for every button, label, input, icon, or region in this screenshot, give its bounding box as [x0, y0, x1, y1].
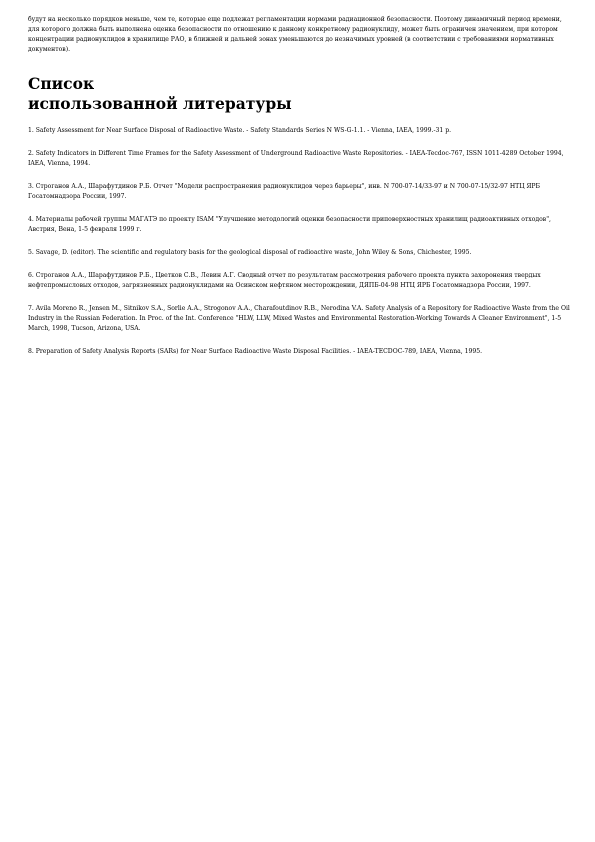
reference-item: 3. Строганов А.А., Шарафутдинов Р.Б. Отчет "Модели распространения радионуклидов через барьеры", инв. N 700-07-14/33-97 и N 700-07-15/32-97 НТЦ ЯРБ Госатомнадзора России, 1997.: [28, 183, 540, 200]
reference-item: 4. Материалы рабочей группы МАГАТЭ по проекту ISAM "Улучшение методологий оценки безопасности приповерхностных хранилищ радиоактивных отходов", Австрия, Вена, 1-5 февраля 1999 г.: [28, 216, 551, 233]
reference-item: 6. Строганов А.А., Шарафутдинов Р.Б., Цветков С.В., Левин А.Г. Сводный отчет по результатам рассмотрения рабочего проекта пункта захоронения твердых нефтепромысловых отходов, загрязненных радионуклидами на Осинском нефтяном месторождении, ДЯПБ-04-98 НТЦ ЯРБ Госатомнадзора России, 1997.: [28, 272, 541, 289]
reference-item: 8. Preparation of Safety Analysis Reports (SARs) for Near Surface Radioactive Waste Disposal Facilities. - IAEA-TECDOC-789, IAEA, Vienna, 1995.: [28, 348, 483, 355]
reference-item: 1. Safety Assessment for Near Surface Disposal of Radioactive Waste. - Safety Standards Series N WS-G-1.1. - Vienna, IAEA, 1999.-31 p.: [28, 127, 452, 134]
page-title: [28, 74, 568, 114]
reference-item: 2. Safety Indicators in Different Time Frames for the Safety Assessment of Underground Radioactive Waste Repositories. - IAEA-Tecdoc-767, ISSN 1011-4289 October 1994, IAEA, Vienna, 1994.: [28, 150, 564, 167]
reference-item: 5. Savage, D. (editor). The scientific and regulatory basis for the geological disposal of radioactive waste, John Wiley & Sons, Chichester, 1995.: [28, 249, 472, 256]
page-title-line-1: Список: [28, 74, 95, 93]
page-title-line-2: использованной литературы: [28, 94, 292, 113]
references-list: [28, 126, 573, 370]
reference-item: 7. Avila Moreno R., Jensen M., Sitnikov S.A., Sorlie A.A., Strogonov A.A., Charafoutdinov R.B., Nerodina V.A. Safety Analysis of a Repository for Radioactive Waste from the Oil Industry in the Russian Federation. In Proc. of the Int. Conference "HLW, LLW, Mixed Wastes and Environmental Restoration-Working Towards A Cleaner Environment", 1-5 March, 1998, Tucson, Arizona, USA.: [28, 305, 570, 332]
intro-paragraph: будут на несколько порядков меньше, чем те, которые еще подлежат регламентации нормами радиационной безопасности. Поэтому динамичный период времени, для которого должна быть выполнена оценка безопасности по отношению к данному конкретному радионуклиду, может быть ограничен значением, при котором концентрации радионуклидов в хранилище РАО, в ближней и дальней зонах уменьшаются до незначимых уровней (в соответствии с требованиями нормативных документов).: [28, 16, 562, 53]
